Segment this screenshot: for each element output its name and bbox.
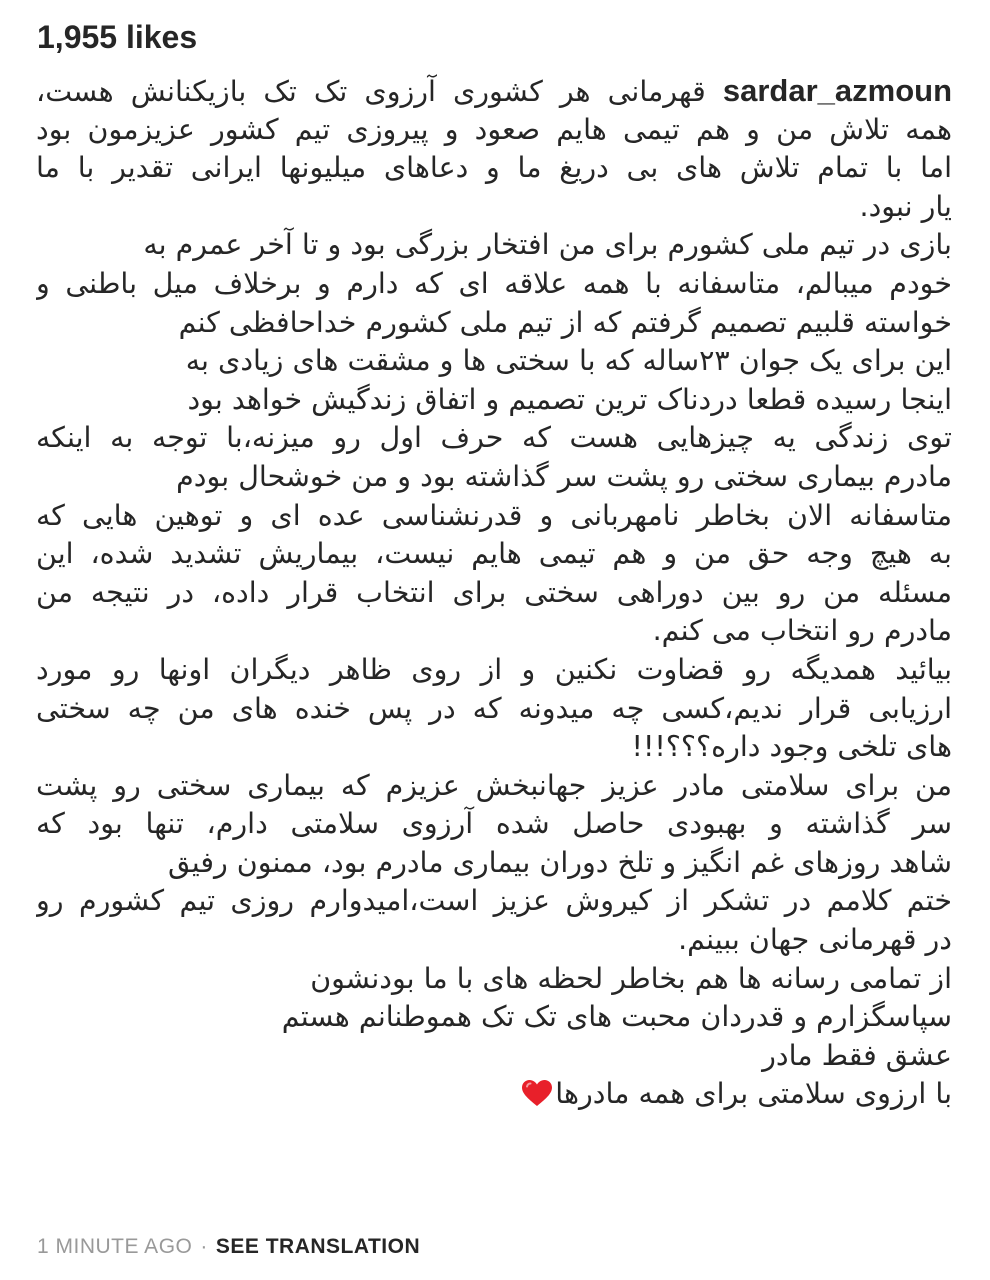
caption-line (36, 72, 952, 111)
caption-line: اما با تمام تلاش های بی دریغ ما و دعاهای میلیونها ایرانی تقدیر با ما (36, 151, 952, 185)
caption-line: من برای سلامتی مادر عزیز جهانبخش عزیزم که بیماری سختی رو پشت (36, 768, 952, 802)
post-caption (36, 72, 952, 1114)
see-translation-link[interactable]: SEE TRANSLATION (215, 1235, 421, 1258)
caption-line: شاهد روزهای غم انگیز و تلخ دوران بیماری مادرم بود، ممنون رفیق (167, 845, 952, 879)
caption-line: خودم میبالم، متاسفانه با همه علاقه ای که دارم و برخلاف میل باطنی و (36, 266, 952, 300)
caption-line: مادرم بیماری سختی رو پشت سر گذاشته بود و من خوشحال بودم (176, 459, 952, 493)
likes-count[interactable]: 1,955 likes (37, 19, 198, 55)
heart-icon (521, 1079, 553, 1114)
caption-line: سپاسگزارم و قدردان محبت های تک تک هموطنانم هستم (281, 1000, 952, 1034)
caption-line: مسئله من رو بین دوراهی سختی برای انتخاب قرار داده، در نتیجه من (36, 575, 952, 609)
caption-line: این برای یک جوان ۲۳ساله که با سختی ها و مشقت های زیادی به (185, 344, 952, 378)
caption-line: های تلخی وجود داره؟؟؟!!! (631, 730, 952, 764)
caption-line: یار نبود. (859, 189, 952, 223)
caption-line: از تمامی رسانه ها هم بخاطر لحظه های با ما بودنشون (310, 961, 952, 995)
caption-line: مادرم رو انتخاب می کنم. (652, 614, 952, 648)
separator-dot: · (200, 1235, 208, 1258)
caption-text: قهرمانی هر کشوری آرزوی تک تک بازیکنانش هست، (36, 75, 706, 108)
caption-line: عشق فقط مادر (762, 1038, 952, 1072)
caption-line: سر گذاشته و بهبودی حاصل شده آرزوی سلامتی دارم، تنها بود که (36, 807, 952, 841)
caption-line: اینجا رسیده قطعا دردناک ترین تصمیم و اتفاق زندگیش خواهد بود (187, 382, 952, 416)
caption-line: متاسفانه الان بخاطر نامهربانی و قدرنشناسی عده ای و توهین هایی که (36, 498, 952, 532)
username-link[interactable]: sardar_azmoun (722, 73, 952, 108)
caption-line: بازی در تیم ملی کشورم برای من افتخار بزرگی بود و تا آخر عمرم به (143, 228, 952, 262)
caption-line (36, 1075, 952, 1114)
caption-line: به هیچ وجه حق من و هم تیمی هایم نیست، بیماریش تشدید شده، این (36, 537, 952, 571)
caption-line: خواسته قلبیم تصمیم گرفتم که از تیم ملی کشورم خداحافظی کنم (178, 305, 952, 339)
caption-line: ارزیابی قرار ندیم،کسی چه میدونه که در پس خنده های من چه سختی (36, 691, 952, 725)
caption-line: در قهرمانی جهان ببینم. (678, 923, 952, 957)
caption-line: بیائید همدیگه رو قضاوت نکنین و از روی ظاهر دیگران اونها رو مورد (36, 652, 952, 686)
caption-line: ختم کلامم در تشکر از کیروش عزیز است،امیدوارم روزی تیم کشورم رو (36, 884, 952, 918)
caption-text: با ارزوی سلامتی برای همه مادرها (555, 1077, 952, 1111)
post-footer (37, 1233, 420, 1261)
post-timestamp: 1 MINUTE AGO (37, 1235, 193, 1258)
caption-line: همه تلاش من و هم تیمی هایم صعود و پیروزی تیم کشور عزیزمون بود (36, 112, 952, 146)
caption-line: توی زندگی یه چیزهایی هست که حرف اول رو میزنه،با توجه به اینکه (36, 421, 952, 455)
